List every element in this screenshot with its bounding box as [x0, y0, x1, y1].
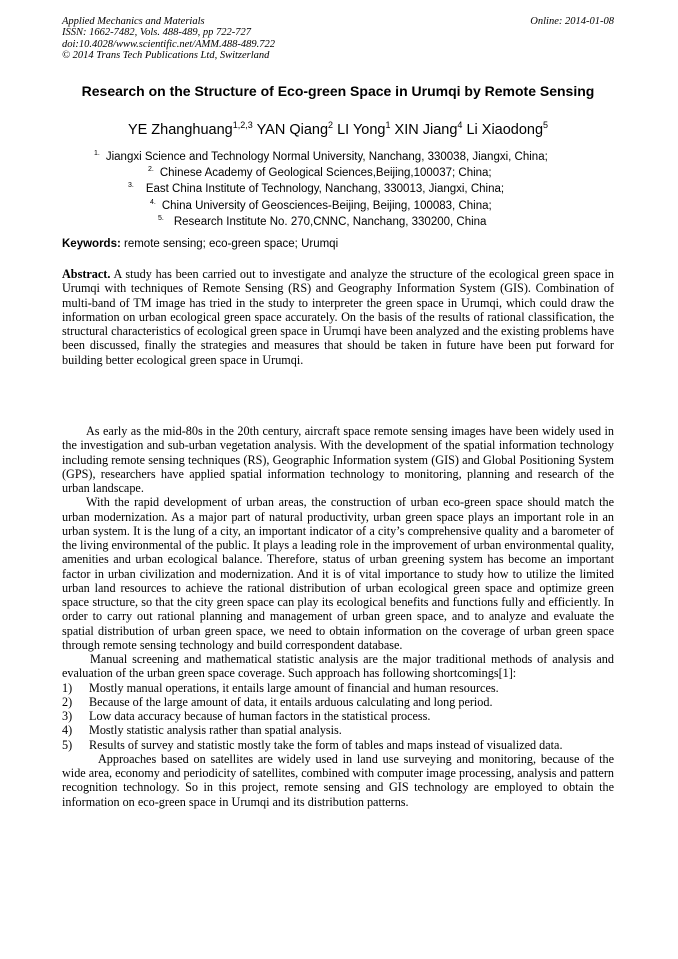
keywords-line: [62, 237, 614, 251]
body-paragraph: Approaches based on satellites are widely used in land use surveying and monitoring, because of the wide area, economy and periodicity of satellites, combined with computer image processing, analysis and pattern recognition technology. So in this project, remote sensing and GIS technology are employed to obtain the information on eco-green space in Urumqi and its distribution patterns.: [62, 751, 614, 809]
body-paragraph: With the rapid development of urban areas, the construction of urban eco-green space should match the urban modernization. As a major part of natural productivity, urban green space plays an important role in an urban system. It is the lung of a city, an important indicator of a city’s comprehensive quality and a barometer of the living environmental of the public. It plays a leading role in the improvement of urban environmental quality, amenities and urban ecological balance. Therefore, status of urban greening system has become an important factor in urban civilization and modernization. And it is of vital importance to study how to utilize the limited urban land resources to achieve the rational distribution of urban ecological green space and optimize green space structure, so that the city green space can play its ecological benefits and functions fully and efficiently. In order to carry out rational planning and management of urban green space, and to analyze and evaluate the spatial distribution of urban green space, we need to obtain information on the coverage of urban green space through remote sensing technology and build correspondent database.: [62, 495, 614, 652]
affiliation-number: 4.: [150, 198, 156, 206]
list-item: [62, 681, 614, 695]
paper-title: Research on the Structure of Eco-green Space in Urumqi by Remote Sensing: [81, 83, 595, 99]
list-item: [62, 709, 614, 723]
list-number: 2): [62, 694, 73, 709]
affiliation-item: [128, 182, 614, 198]
journal-header: [62, 16, 275, 62]
keywords-label: Keywords:: [62, 238, 121, 250]
affiliation-item: [150, 199, 614, 215]
list-number: 1): [62, 680, 73, 695]
main-text: [62, 424, 614, 809]
keywords-text: remote sensing; eco-green space; Urumqi: [124, 238, 339, 250]
journal-copyright: © 2014 Trans Tech Publications Ltd, Switzerland: [62, 50, 270, 62]
list-text: Mostly manual operations, it entails large amount of financial and human resources.: [89, 680, 499, 695]
list-text: Because of the large amount of data, it entails arduous calculating and long period.: [89, 694, 493, 709]
journal-issn: ISSN: 1662-7482, Vols. 488-489, pp 722-727: [62, 27, 251, 39]
affiliation-number: 2.: [148, 166, 154, 174]
list-text: Mostly statistic analysis rather than spatial analysis.: [89, 723, 342, 738]
author-name: YAN Qiang: [256, 122, 329, 138]
journal-name: Applied Mechanics and Materials: [62, 16, 205, 27]
list-number: 5): [62, 737, 73, 752]
affiliation-number: 1.: [94, 150, 100, 157]
author-affiliation-mark: 4: [457, 120, 463, 131]
affiliation-item: [158, 215, 614, 231]
affiliation-text: China University of Geosciences-Beijing, Beijing, 100083, China;: [161, 199, 492, 212]
affiliation-text: Research Institute No. 270,CNNC, Nanchang, 330200, China: [173, 215, 487, 228]
list-number: 3): [62, 709, 73, 723]
affiliation-number: 5.: [158, 214, 164, 222]
list-item: [62, 695, 614, 709]
list-text: Results of survey and statistic mostly take the form of tables and maps instead of visualized data.: [89, 737, 563, 752]
affiliation-text: Chinese Academy of Geological Sciences,Beijing,100037; China;: [159, 167, 492, 180]
affiliation-text: East China Institute of Technology, Nanchang, 330013, Jiangxi, China;: [145, 183, 505, 196]
author-name: LI Yong: [337, 122, 386, 138]
online-date: Online: 2014-01-08: [530, 16, 614, 27]
author-affiliation-mark: 1: [385, 120, 391, 131]
body-paragraph: As early as the mid-80s in the 20th century, aircraft space remote sensing images have been widely used in the investigation and sub-urban vegetation analysis. With the development of the spatial information technology including remote sensing techniques (RS), Geographic Information system (GIS) and Global Positioning System (GPS), researchers have applied spatial information technology to monitoring, planning and research of the urban landscape.: [62, 424, 614, 495]
author-name: XIN Jiang: [394, 122, 458, 138]
affiliation-list: [62, 150, 614, 231]
affiliation-item: [148, 166, 614, 182]
abstract: [62, 267, 614, 367]
body-paragraph: Manual screening and mathematical statistic analysis are the major traditional methods of analysis and evaluation of the urban green space coverage. Such approach has following shortcomings[1]:: [62, 652, 614, 681]
list-text: Low data accuracy because of human factors in the statistical process.: [89, 709, 431, 723]
affiliation-text: Jiangxi Science and Technology Normal University, Nanchang, 330038, Jiangxi, China;: [105, 151, 548, 163]
author-name: YE Zhanghuang: [127, 122, 233, 138]
author-affiliation-mark: 5: [543, 120, 549, 131]
author-list: [62, 121, 614, 139]
affiliation-item: [94, 150, 614, 166]
list-number: 4): [62, 723, 73, 738]
author-name: Li Xiaodong: [466, 122, 544, 138]
list-item: [62, 738, 614, 752]
affiliation-number: 3.: [128, 182, 134, 190]
abstract-label: Abstract.: [62, 267, 111, 281]
journal-doi[interactable]: doi:10.4028/www.scientific.net/AMM.488-489.722: [62, 38, 275, 50]
shortcomings-list: [62, 681, 614, 752]
abstract-text: A study has been carried out to investigate and analyze the structure of the ecological green space in Urumqi with techniques of Remote Sensing (RS) and Geography Information System (GIS). Combination of multi-band of TM image has tried in the study to interpreter the green space in Urumqi, which could draw the information on urban ecological green space accurately. On the basis of the results of rational classification, the structural characteristics of ecological green space in Urumqi have been analyzed and the existing problems have been discussed, finally the strategies and measures that should be taken in future have been put forward for building better ecological green space in Urumqi.: [62, 267, 615, 367]
author-affiliation-mark: 2: [328, 120, 334, 131]
author-affiliation-mark: 1,2,3: [232, 120, 253, 131]
list-item: [62, 723, 614, 737]
